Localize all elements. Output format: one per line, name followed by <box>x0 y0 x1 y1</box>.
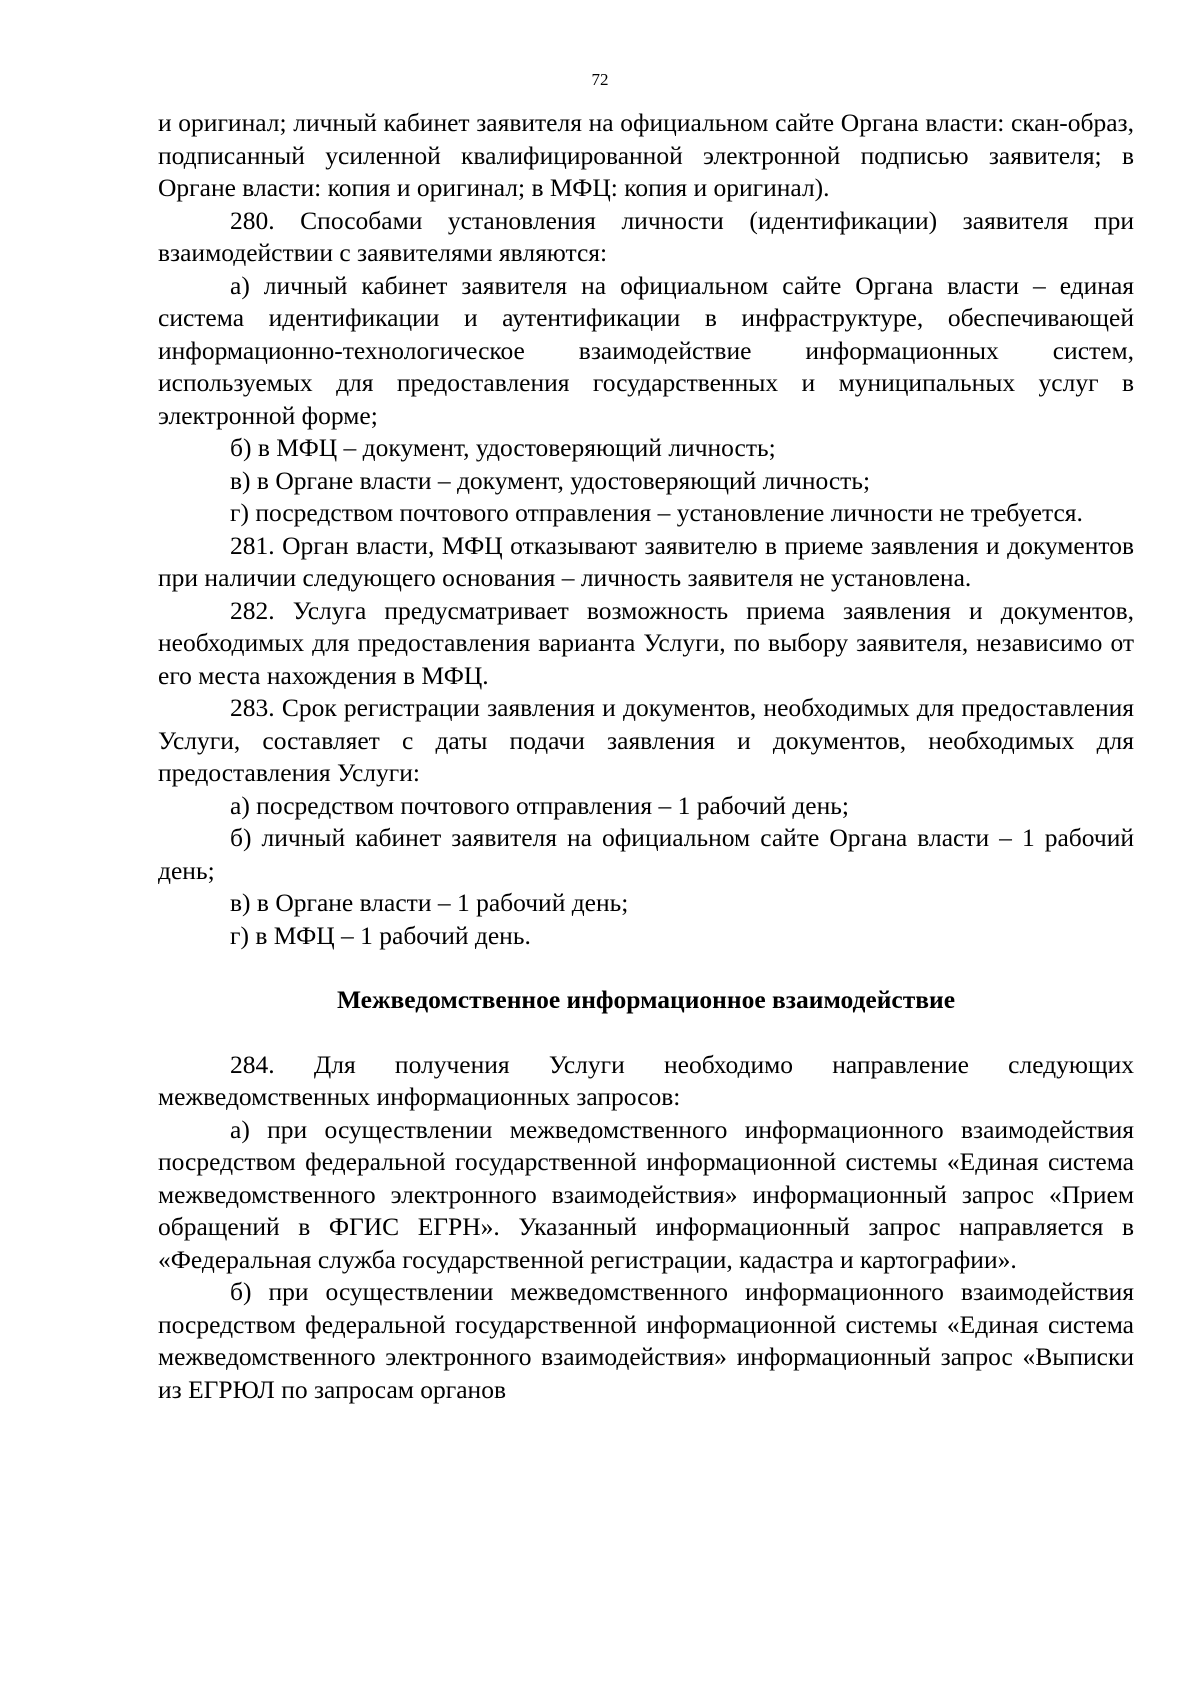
list-item-284-b: б) при осуществлении межведомственного информационного взаимодействия посредством федеральной государственной информационной системы «Единая система межведомственного электронного взаимодействия» информационный запрос «Выписки из ЕГРЮЛ по запросам органов <box>158 1277 1134 1404</box>
list-item-283-b: б) личный кабинет заявителя на официальном сайте Органа власти – 1 рабочий день; <box>158 823 1134 885</box>
list-item-280-g: г) посредством почтового отправления – установление личности не требуется. <box>230 498 1083 527</box>
paragraph-283: 283. Срок регистрации заявления и документов, необходимых для предоставления Услуги, составляет с даты подачи заявления и документов, необходимых для предоставления Услуги: <box>158 693 1134 787</box>
paragraph-continuation: и оригинал; личный кабинет заявителя на официальном сайте Органа власти: скан-образ, подписанный усиленной квалифицированной электронной подписью заявителя; в Органе власти: копия и оригинал; в МФЦ: копия и оригинал). <box>158 108 1134 202</box>
paragraph-282: 282. Услуга предусматривает возможность приема заявления и документов, необходимых для предоставления варианта Услуги, по выбору заявителя, независимо от его места нахождения в МФЦ. <box>158 595 1134 690</box>
document-body <box>158 107 1134 1406</box>
list-item-280-v: в) в Органе власти – документ, удостоверяющий личность; <box>230 465 871 495</box>
list-item-283-g: г) в МФЦ – 1 рабочий день. <box>230 920 531 950</box>
list-item-283-a: а) посредством почтового отправления – 1 рабочий день; <box>230 790 849 820</box>
list-item-284-a: а) при осуществлении межведомственного информационного взаимодействия посредством федеральной государственной информационной системы «Единая система межведомственного электронного взаимодействия» информационный запрос «Прием обращений в ФГИС ЕГРН». Указанный информационный запрос направляется в «Федеральная служба государственной регистрации, кадастра и картографии». <box>158 1114 1134 1274</box>
paragraph-284: 284. Для получения Услуги необходимо направление следующих межведомственных информационных запросов: <box>158 1049 1134 1111</box>
paragraph-281: 281. Орган власти, МФЦ отказывают заявителю в приеме заявления и документов при наличии следующего основания – личность заявителя не установлена. <box>158 530 1134 592</box>
list-item-283-v: в) в Органе власти – 1 рабочий день; <box>230 888 629 917</box>
list-item-280-b: б) в МФЦ – документ, удостоверяющий личность; <box>230 433 776 462</box>
list-item-280-a: а) личный кабинет заявителя на официальном сайте Органа власти – единая система идентификации и аутентификации в инфраструктуре, обеспечивающей информационно-технологическое взаимодействие информационных систем, используемых для предоставления государственных и муниципальных услуг в электронной форме; <box>158 270 1134 430</box>
section-heading: Межведомственное информационное взаимодействие <box>336 985 956 1014</box>
paragraph-280: 280. Способами установления личности (идентификации) заявителя при взаимодействии с заявителями являются: <box>158 205 1134 267</box>
page-number: 72 <box>591 70 609 89</box>
